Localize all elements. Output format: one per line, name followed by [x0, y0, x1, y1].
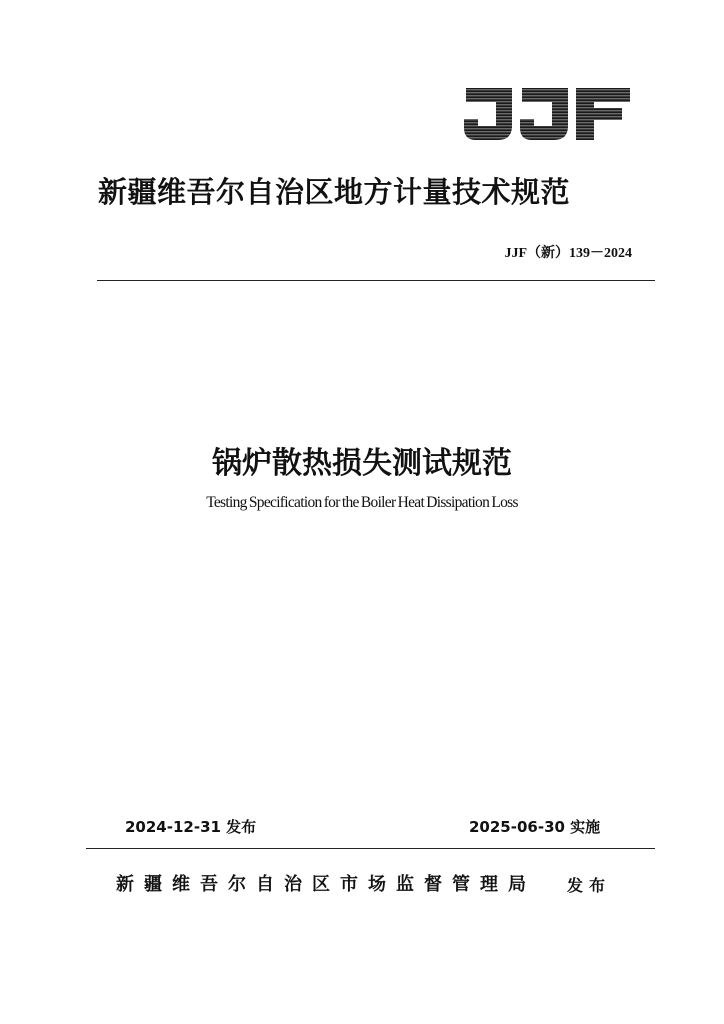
release-date: 2024-12-31 发布	[125, 818, 257, 836]
issue-label: 发布	[567, 876, 612, 895]
document-title-en: Testing Specification for the Boiler Heat Dissipation Loss	[206, 494, 518, 511]
standard-code: JJF（新）139－2024	[504, 246, 632, 261]
jjf-logo-graphic	[462, 86, 632, 142]
issuing-authority: 新疆维吾尔自治区市场监督管理局	[116, 874, 536, 895]
top-divider	[97, 280, 655, 281]
bottom-divider	[86, 848, 655, 849]
organization-title: 新疆维吾尔自治区地方计量技术规范	[98, 175, 571, 209]
document-title-cn: 锅炉散热损失测试规范	[212, 446, 512, 481]
implementation-date: 2025-06-30 实施	[469, 818, 601, 836]
jjf-logo-icon	[462, 86, 632, 142]
